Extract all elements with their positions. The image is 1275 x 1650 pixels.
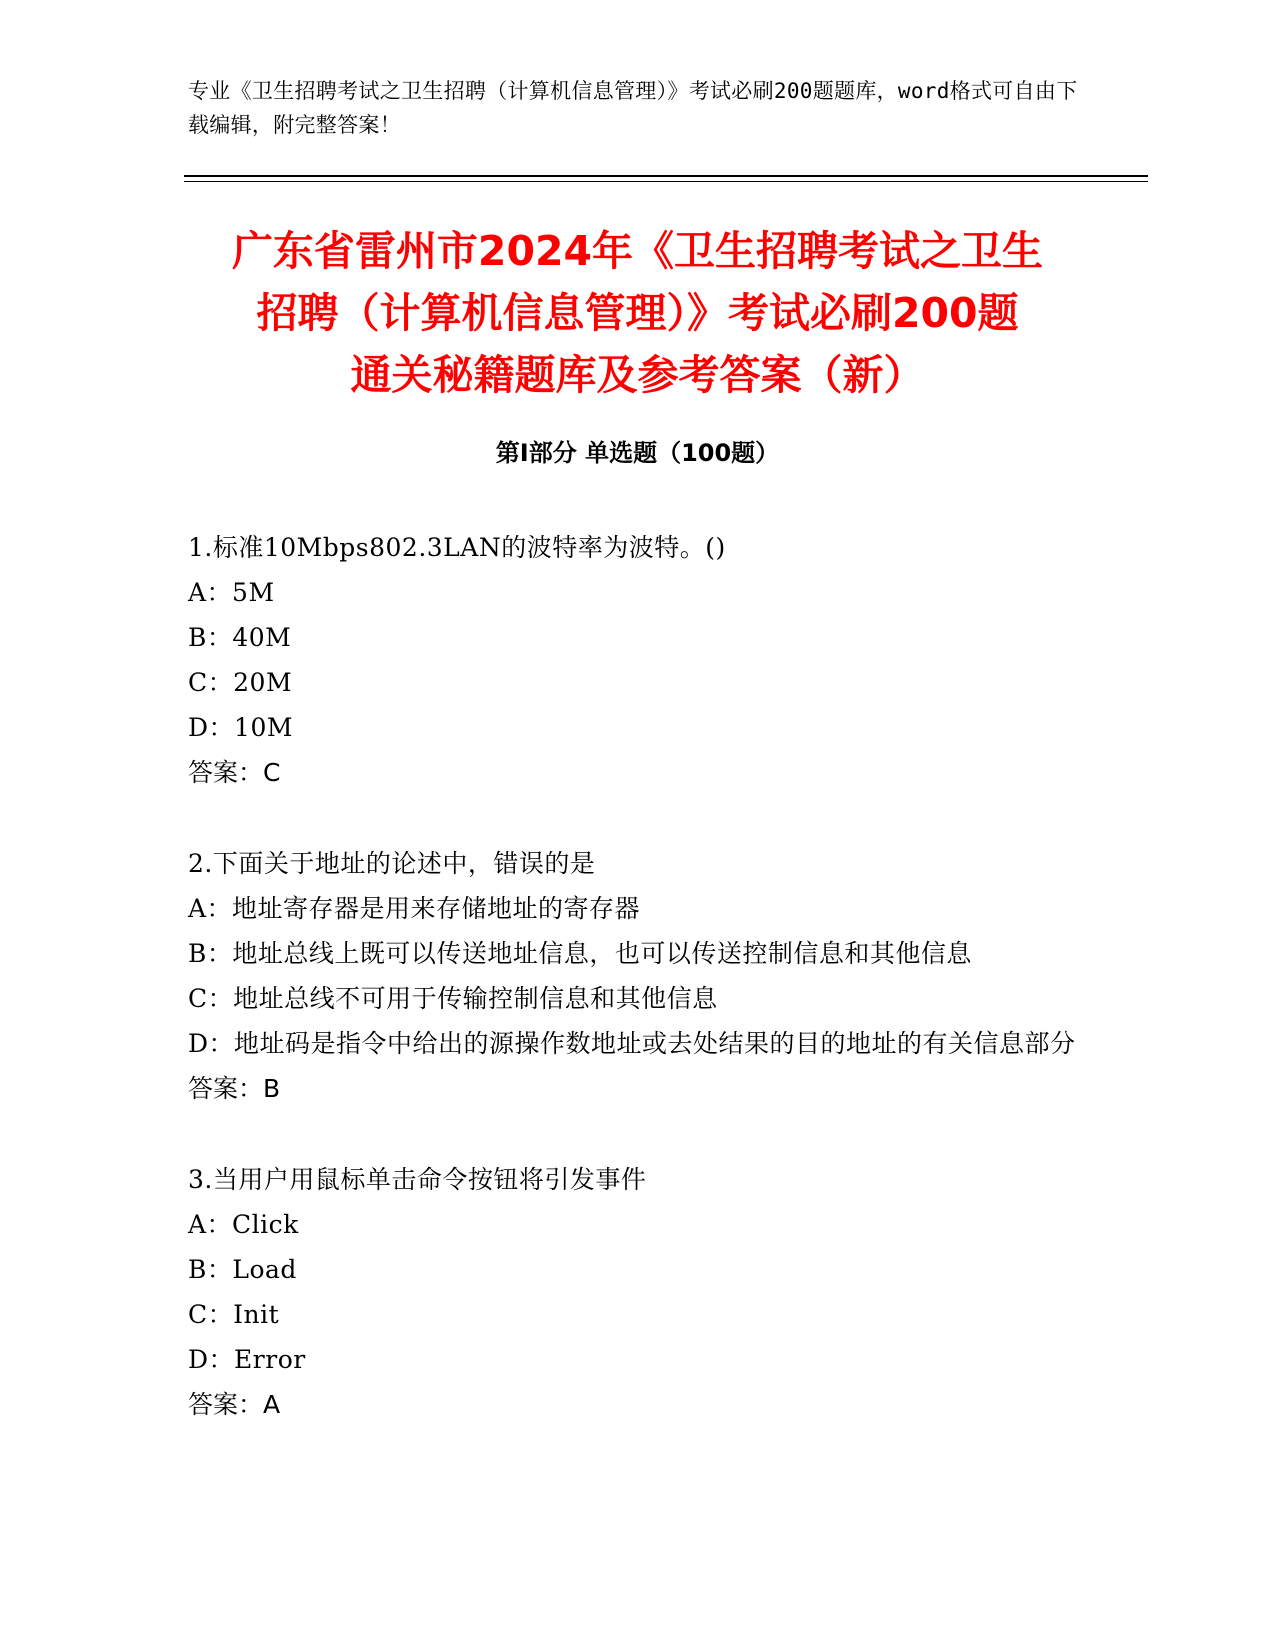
answer: 答案：B [188, 1074, 281, 1103]
option-d: D：Error [188, 1345, 306, 1374]
document-title [140, 220, 1135, 406]
question-3 [188, 1157, 1088, 1427]
header-note: 专业《卫生招聘考试之卫生招聘（计算机信息管理）》考试必刷200题题库，word格式可自由下载编辑，附完整答案！ [188, 79, 1078, 137]
option-a: A：Click [188, 1210, 299, 1239]
title-line-3: 通关秘籍题库及参考答案（新） [350, 351, 925, 399]
answer: 答案：A [188, 1390, 281, 1419]
option-a: A：5M [188, 578, 275, 607]
answer: 答案：C [188, 758, 281, 787]
header-rule-thick [184, 175, 1148, 177]
question-stem: 2.下面关于地址的论述中，错误的是 [188, 849, 596, 878]
option-b: B：Load [188, 1255, 297, 1284]
question-stem: 3.当用户用鼠标单击命令按钮将引发事件 [188, 1165, 647, 1194]
option-c: C：20M [188, 668, 293, 697]
section-heading: 第Ⅰ部分 单选题（100题） [495, 439, 780, 467]
question-list [188, 525, 1088, 1473]
option-a: A：地址寄存器是用来存储地址的寄存器 [188, 894, 641, 923]
option-b: B：40M [188, 623, 292, 652]
question-1 [188, 525, 1088, 795]
title-line-1: 广东省雷州市2024年《卫生招聘考试之卫生 [231, 227, 1044, 275]
question-2 [188, 841, 1088, 1111]
option-c: C：Init [188, 1300, 280, 1329]
header-rule-thin [184, 181, 1148, 182]
option-d: D：地址码是指令中给出的源操作数地址或去处结果的目的地址的有关信息部分 [188, 1029, 1076, 1058]
option-d: D：10M [188, 713, 293, 742]
option-c: C：地址总线不可用于传输控制信息和其他信息 [188, 984, 718, 1013]
option-b: B：地址总线上既可以传送地址信息，也可以传送控制信息和其他信息 [188, 939, 972, 968]
question-stem: 1.标准10Mbps802.3LAN的波特率为波特。() [188, 533, 726, 562]
title-line-2: 招聘（计算机信息管理）》考试必刷200题 [256, 289, 1019, 337]
